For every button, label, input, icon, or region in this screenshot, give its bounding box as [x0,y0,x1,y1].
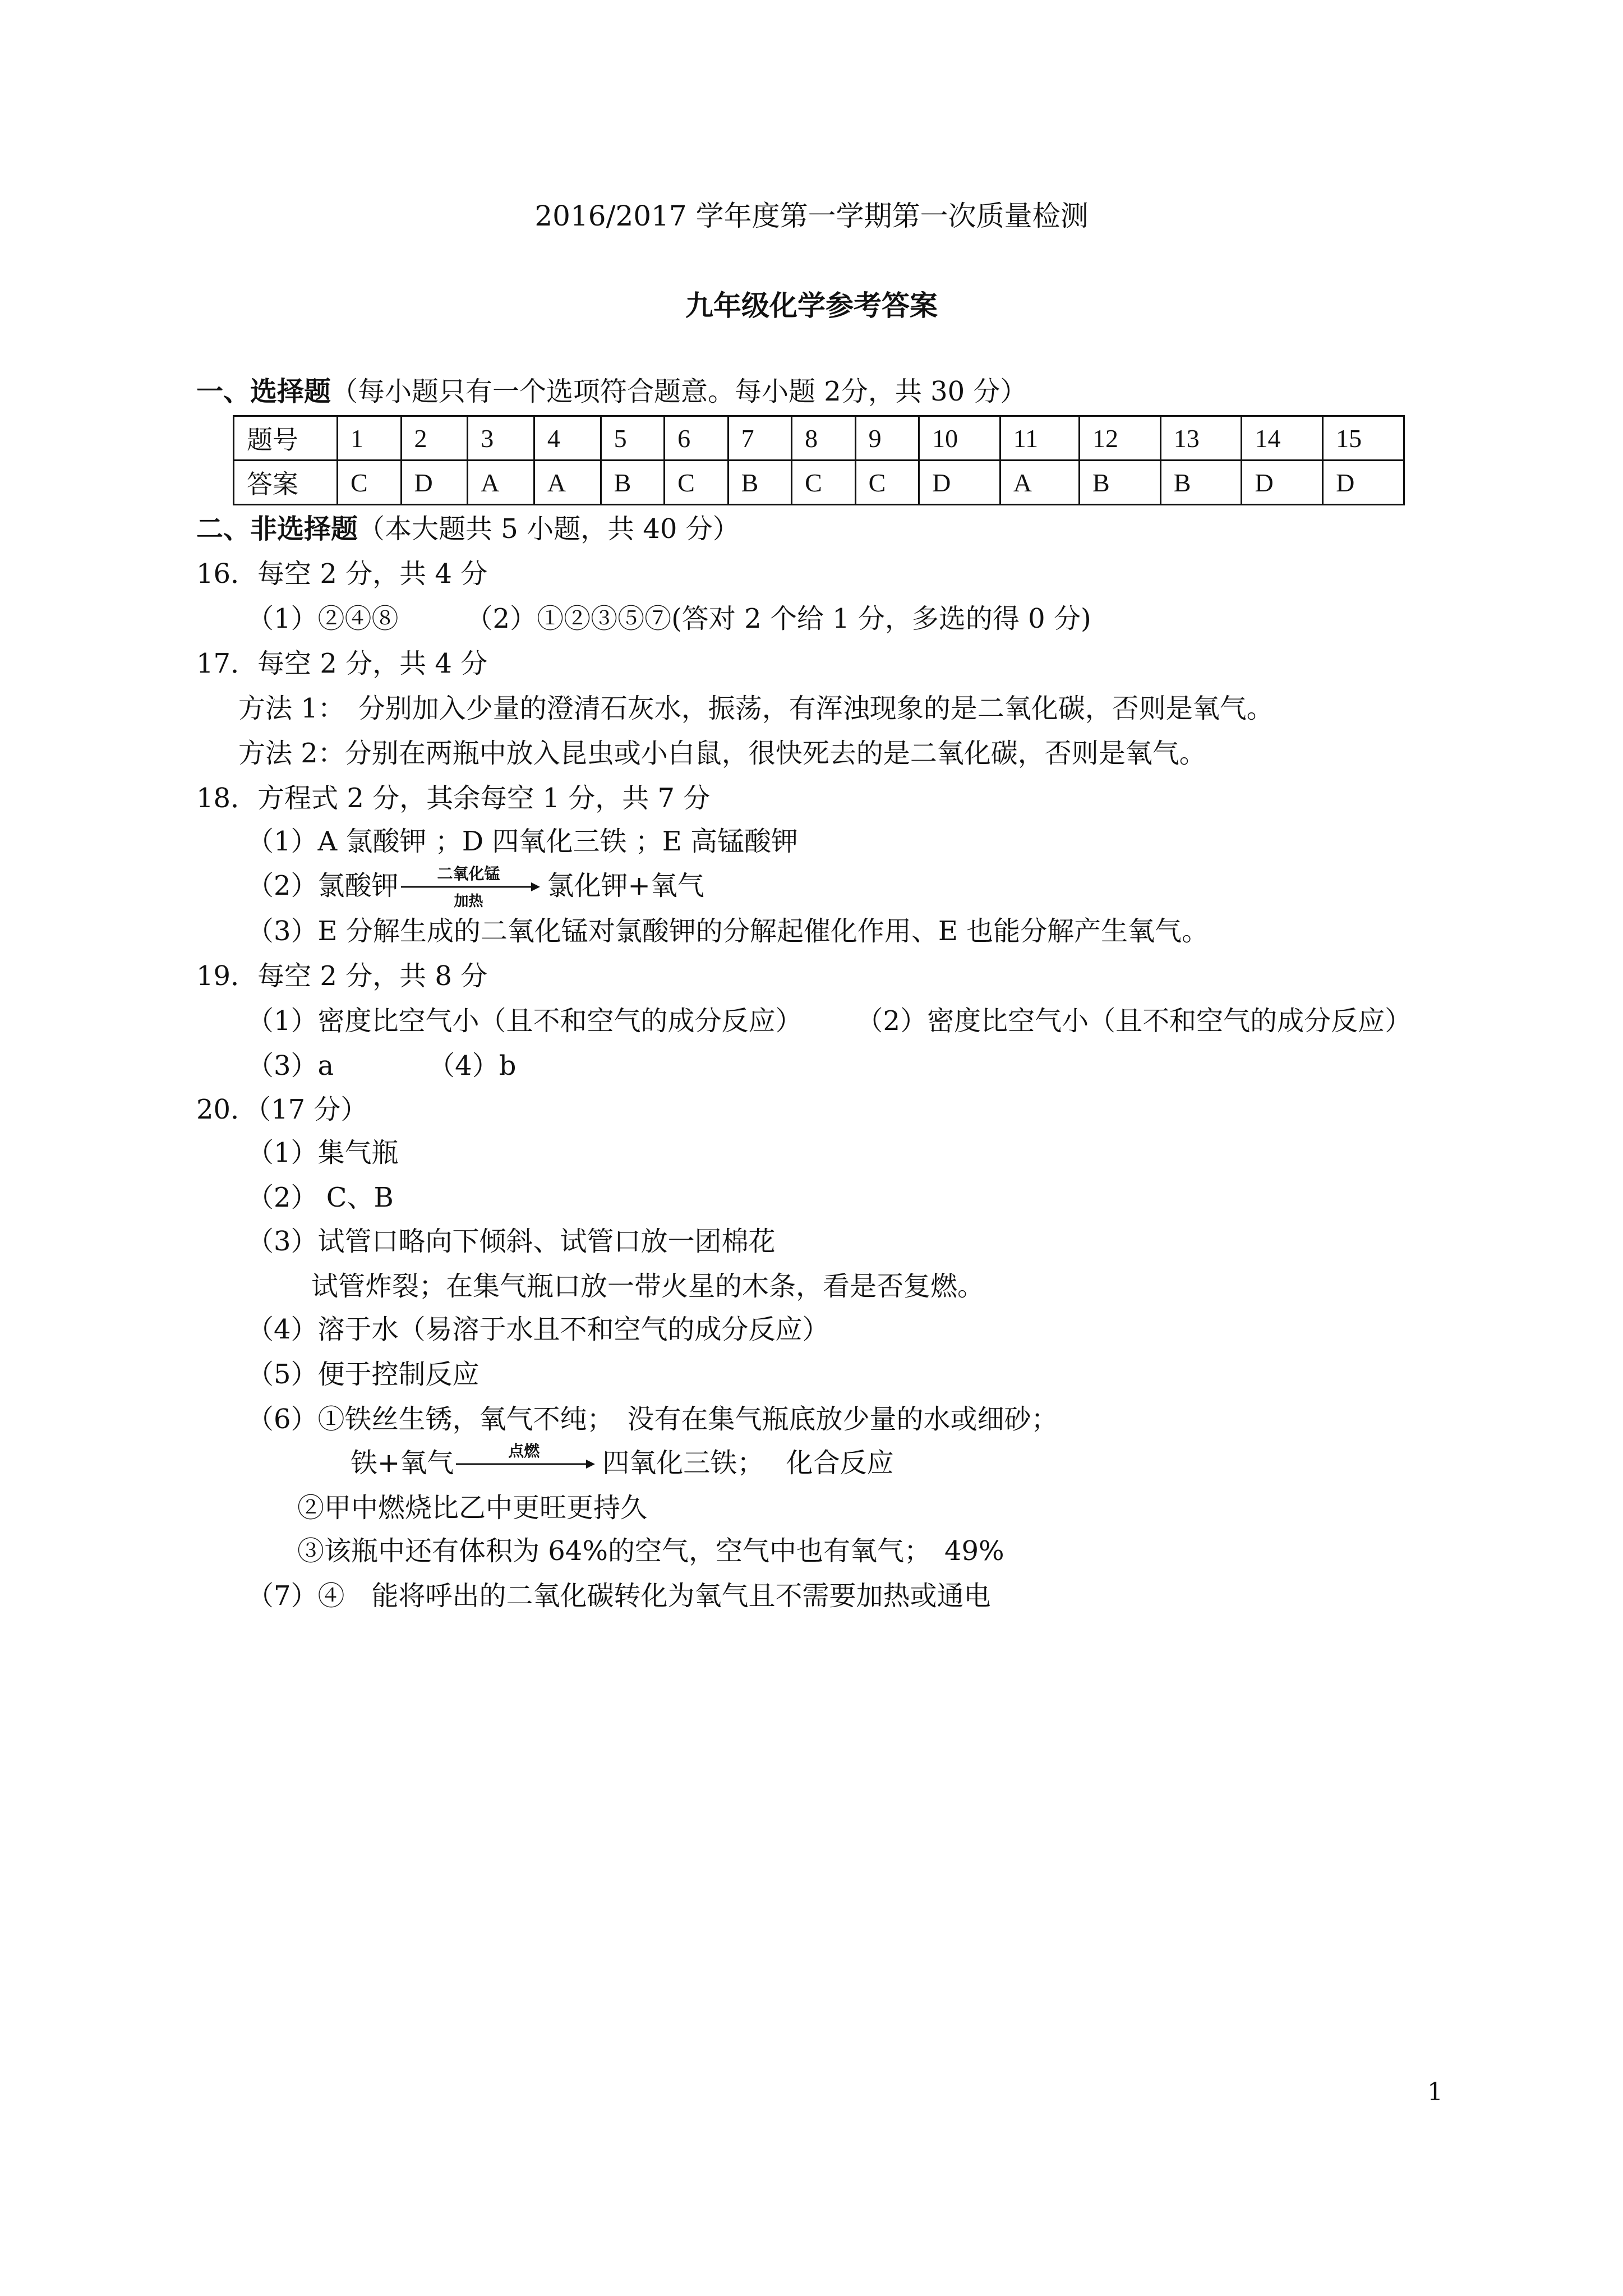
q20-part7: （7）④ 能将呼出的二氧化碳转化为氧气且不需要加热或通电 [247,1580,991,1612]
q18-part2 [247,864,704,910]
q20-part5: （5）便于控制反应 [247,1359,479,1390]
question-number-cell: 2 [401,416,468,461]
answer-cell: D [1242,461,1323,505]
q17-method1: 方法 1： 分别加入少量的澄清石灰水，振荡，有浑浊现象的是二氧化碳，否则是氧气。 [238,693,1274,724]
q20-part3a: （3）试管口略向下倾斜、试管口放一团棉花 [247,1226,776,1257]
q19-part1-2: （1）密度比空气小（且不和空气的成分反应） （2）密度比空气小（且不和空气的成分反应） [247,1005,1412,1037]
table-row-numbers [234,416,1404,461]
answer-cell: B [601,461,665,505]
question-number-cell: 6 [665,416,728,461]
question-number-cell: 15 [1323,416,1404,461]
row-label-number: 题号 [234,416,338,461]
question-number-cell: 13 [1160,416,1242,461]
q18-products: 氯化钾+氧气 [547,870,704,901]
answer-cell: D [1323,461,1404,505]
section2-heading: 二、非选择题 [196,513,358,545]
q20-part4: （4）溶于水（易溶于水且不和空气的成分反应） [247,1314,829,1345]
q16-answer: （1）②④⑧ （2）①②③⑤⑦(答对 2 个给 1 分，多选的得 0 分) [247,603,1091,634]
q17-title: 17．每空 2 分，共 4 分 [196,648,488,679]
answer-cell: C [665,461,728,505]
q16-title: 16．每空 2 分，共 4 分 [196,558,488,590]
right-arrow-icon [454,1458,597,1470]
answer-cell: B [1160,461,1242,505]
combustion-arrow [454,1442,602,1480]
answer-cell: D [919,461,1000,505]
row-label-answer: 答案 [234,461,338,505]
answer-cell: B [728,461,792,505]
question-number-cell: 11 [1000,416,1079,461]
q18-part3: （3）E 分解生成的二氧化锰对氯酸钾的分解起催化作用、E 也能分解产生氧气。 [247,915,1209,947]
answer-cell: C [855,461,919,505]
q20-reactants: 铁+氧气 [351,1447,454,1479]
q17-method2: 方法 2：分别在两瓶中放入昆虫或小白鼠，很快死去的是二氧化碳，否则是氧气。 [238,738,1206,769]
question-number-cell: 14 [1242,416,1323,461]
question-number-cell: 4 [534,416,601,461]
q20-part1: （1）集气瓶 [247,1137,399,1168]
exam-title: 2016/2017 学年度第一学期第一次质量检测 [534,200,1089,232]
q20-part6b: ②甲中燃烧比乙中更旺更持久 [297,1492,648,1524]
reaction-condition-heat: 加热 [454,893,483,910]
question-number-cell: 8 [792,416,856,461]
q20-equation [351,1442,894,1480]
answer-cell: C [338,461,402,505]
reaction-arrow [399,864,547,910]
question-number-cell: 7 [728,416,792,461]
document-title: 九年级化学参考答案 [685,289,938,322]
q20-title: 20．（17 分） [196,1094,368,1125]
answer-cell: D [401,461,468,505]
section2-heading-line [196,512,740,546]
q19-part3-4: （3）a （4）b [247,1050,517,1082]
q19-title: 19．每空 2 分，共 8 分 [196,960,488,992]
reaction-condition-catalyst: 二氧化锰 [437,864,500,883]
q18-title: 18．方程式 2 分，其余每空 1 分，共 7 分 [196,783,711,814]
question-number-cell: 10 [919,416,1000,461]
q20-part6a: （6）①铁丝生锈，氧气不纯； 没有在集气瓶底放少量的水或细砂； [247,1404,1058,1435]
page-number: 1 [1427,2078,1443,2106]
answer-table [233,415,1405,505]
right-arrow-icon [399,881,542,892]
answer-cell: C [792,461,856,505]
section1-heading-line [196,375,1027,408]
question-number-cell: 1 [338,416,402,461]
answer-cell: B [1080,461,1161,505]
q20-part6c: ③该瓶中还有体积为 64%的空气，空气中也有氧气； 49% [297,1535,1004,1567]
answer-cell: A [468,461,534,505]
q18-part1: （1）A 氯酸钾 ；D 四氧化三铁 ；E 高锰酸钾 [247,826,799,857]
q20-product: 四氧化三铁； 化合反应 [602,1447,894,1479]
question-number-cell: 12 [1080,416,1161,461]
question-number-cell: 3 [468,416,534,461]
answer-cell: A [534,461,601,505]
reaction-condition-ignite: 点燃 [508,1442,540,1460]
section1-note: （每小题只有一个选项符合题意。每小题 2分，共 30 分） [331,376,1027,407]
section1-heading: 一、选择题 [196,376,331,407]
question-number-cell: 5 [601,416,665,461]
q18-reactant: （2）氯酸钾 [247,870,399,901]
question-number-cell: 9 [855,416,919,461]
table-row-answers [234,461,1404,505]
answer-cell: A [1000,461,1079,505]
section2-note: （本大题共 5 小题，共 40 分） [358,513,740,545]
q20-part3b: 试管炸裂；在集气瓶口放一带火星的木条，看是否复燃。 [311,1271,985,1302]
q20-part2: （2） C、B [247,1182,394,1213]
